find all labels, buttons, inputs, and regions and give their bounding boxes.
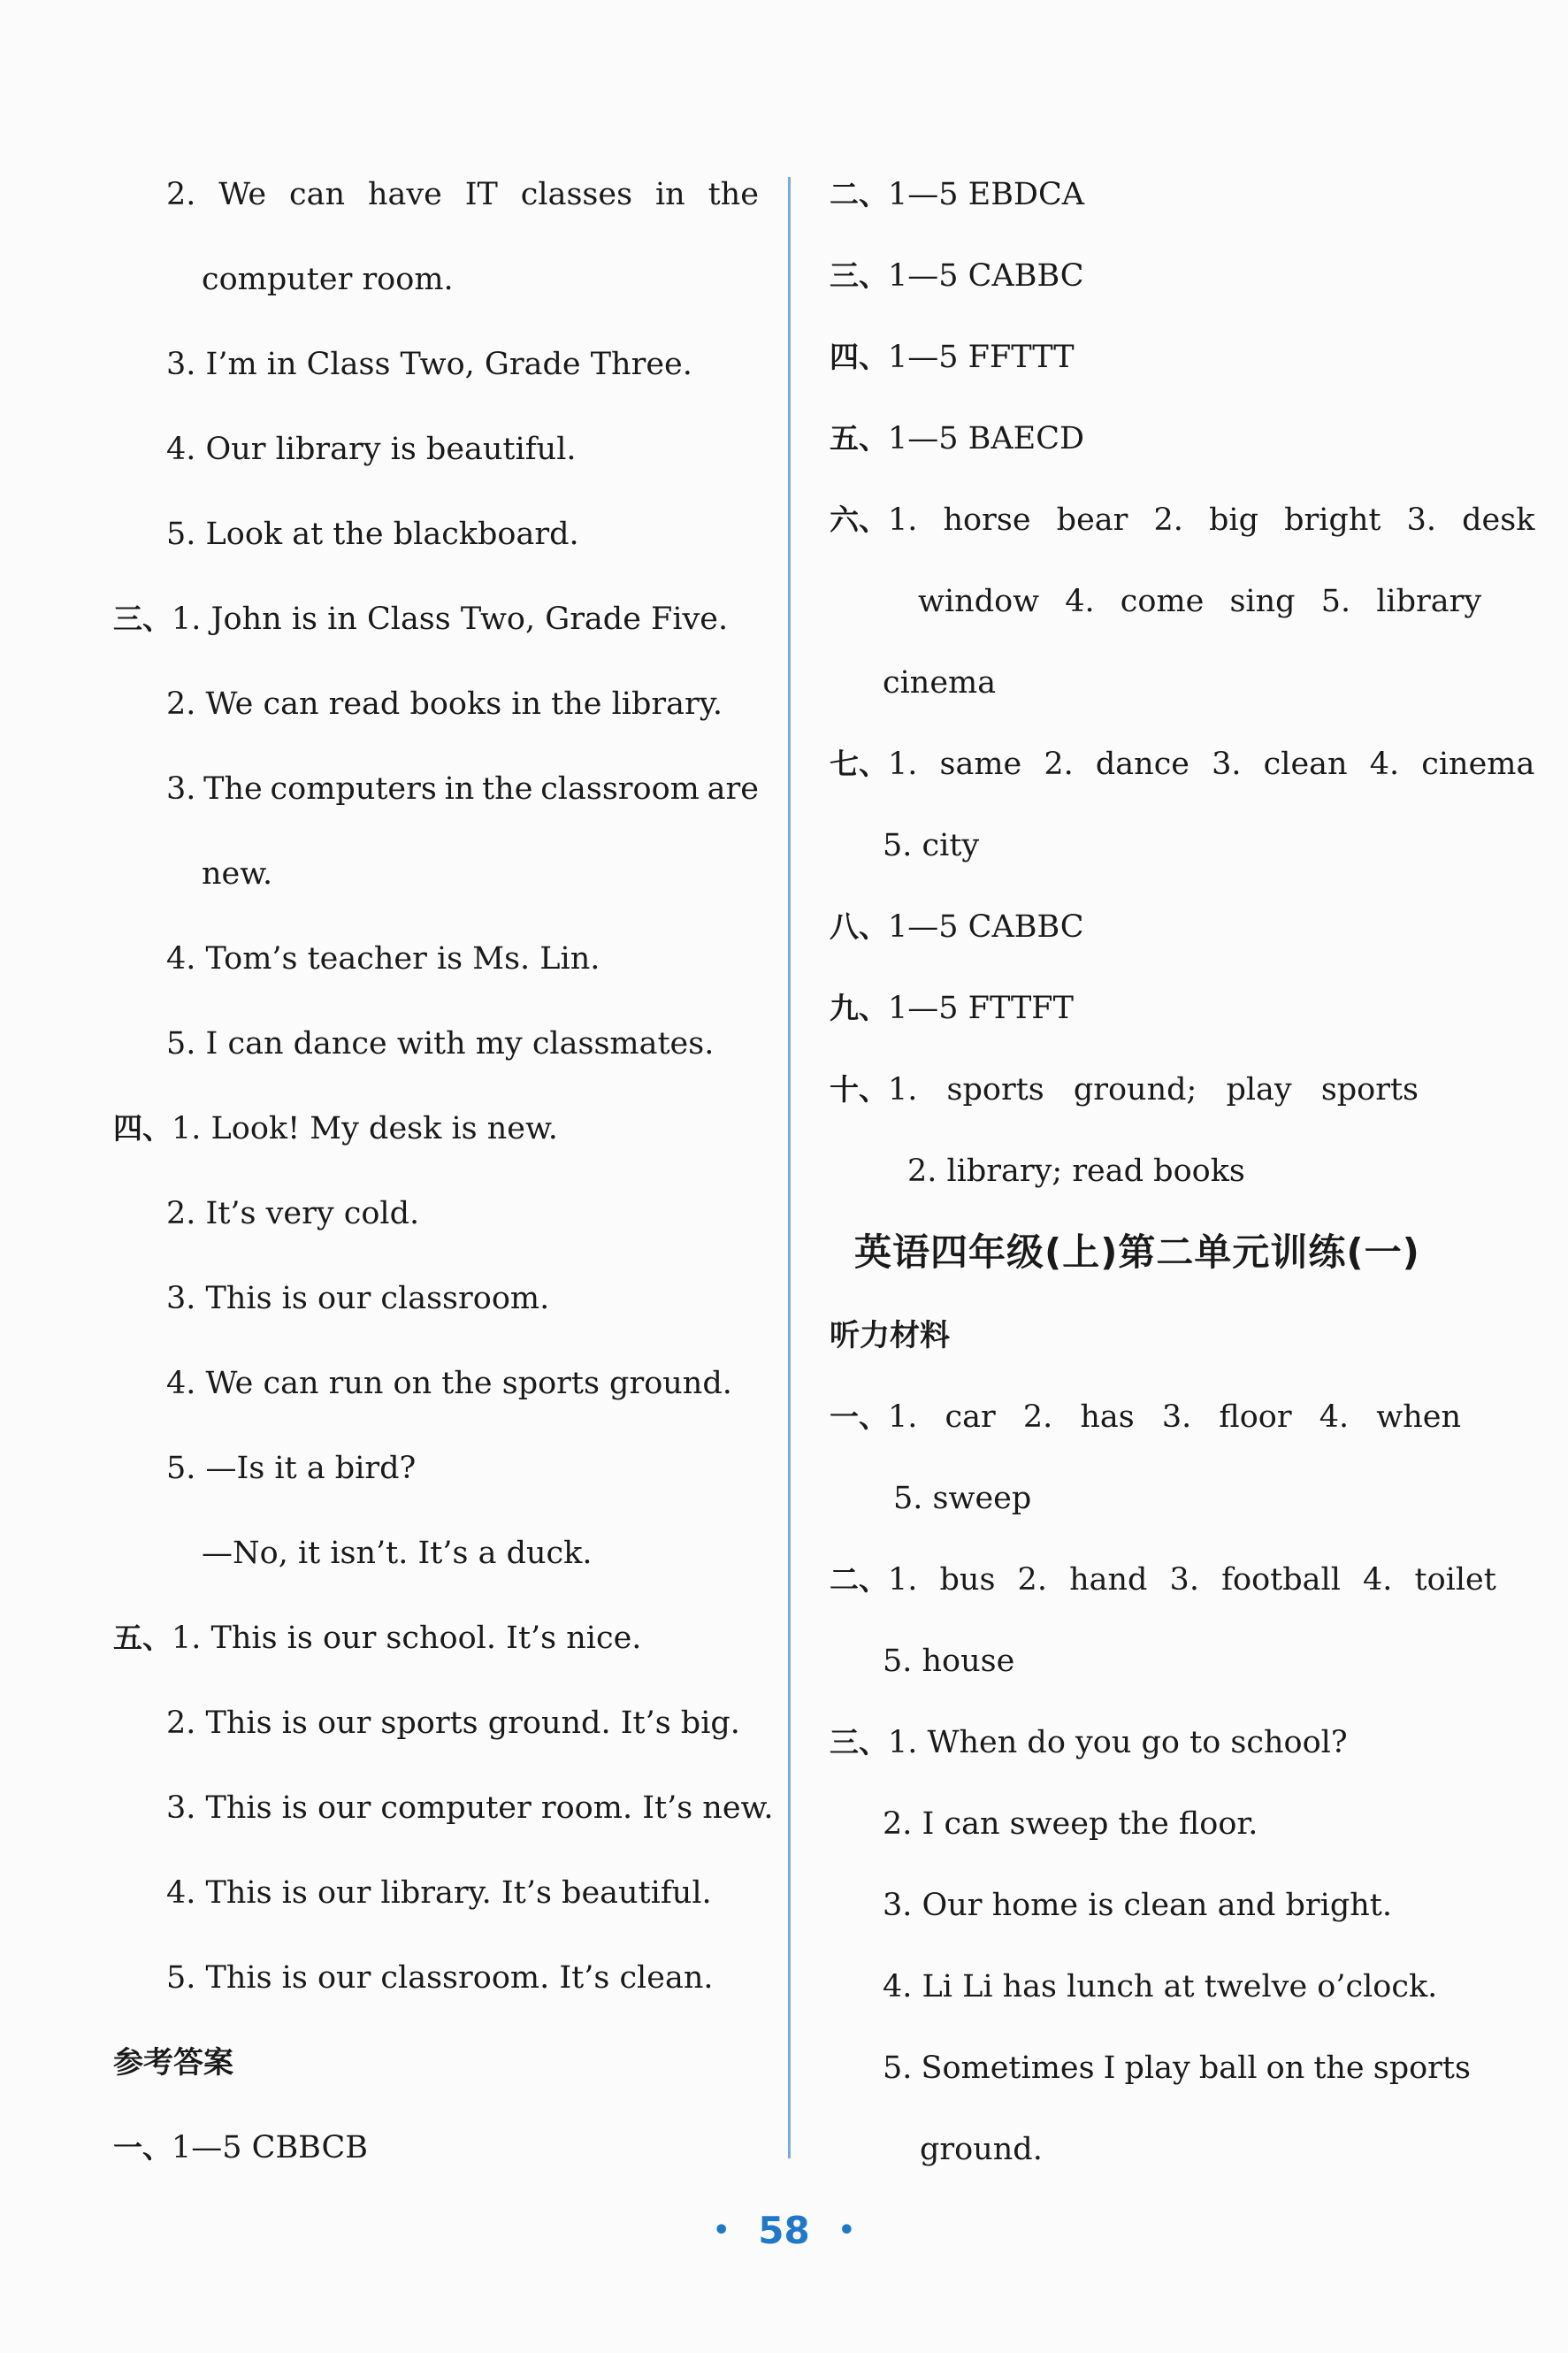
word: The [203,771,263,807]
text-line: 5. sweep [893,1481,1032,1516]
text-line: 3. Our home is clean and bright. [883,1888,1392,1923]
answer-four [830,340,1075,375]
text-line: 1—5 BAECD [888,421,1085,456]
text-line: 1—5 CABBC [888,909,1084,945]
text-line: 2. I can sweep the floor. [883,1806,1258,1842]
section-marker: 二、 [830,1562,888,1597]
text-line: 1. John is in Class Two, Grade Five. [172,602,729,637]
section-marker: 三、 [830,258,888,293]
dot-right: • [838,2215,855,2246]
section-five [113,1621,641,1656]
word: classroom [540,771,700,807]
text-line [166,177,759,212]
answers-heading: 参考答案 [113,2045,233,2081]
word: the [1313,2050,1365,2086]
text-line: computer room. [202,262,454,297]
section-marker: 二、 [830,177,888,211]
word: the [482,771,533,807]
text-line: 1—5 CABBC [888,258,1084,294]
listening-heading: 听力材料 [830,1318,950,1353]
word: play [1124,2050,1190,2086]
listening-one [830,1399,1461,1435]
text-line: 1. same 2. dance 3. clean 4. cinema [888,747,1535,782]
word: computers [270,771,437,807]
answer-eight [830,909,1084,945]
text-line: 1. Look! My desk is new. [172,1111,558,1146]
answer-three [830,258,1084,294]
word: classes [520,177,633,212]
text-line: 1. horse bear 2. big bright 3. desk [888,502,1535,538]
text-line: 1—5 CBBCB [172,2130,369,2165]
text-line: 1. sports ground; play sports [888,1072,1419,1108]
word: I [1103,2050,1116,2086]
page-number-value: 58 [758,2209,810,2252]
page-number [0,2204,1568,2252]
word: sports [1373,2050,1471,2086]
word: We [218,177,267,212]
section-marker: 一、 [830,1399,888,1434]
text-line: 4. Tom’s teacher is Ms. Lin. [166,941,600,977]
word: have [367,177,442,212]
answer-six [830,502,1535,538]
text-line: 1—5 FFTTT [888,340,1075,375]
answer-five [830,421,1084,456]
section-four [113,1111,558,1146]
section-marker: 五、 [113,1621,172,1655]
word: Sometimes [921,2050,1095,2086]
word: are [707,771,759,807]
text-line [883,2050,1471,2086]
section-marker: 十、 [830,1072,888,1107]
answer-seven [830,747,1534,782]
section-marker: 三、 [113,602,172,636]
text-line: 4. Our library is beautiful. [166,432,577,467]
section-marker: 四、 [830,340,888,374]
text-line: 5. This is our classroom. It’s clean. [166,1960,714,1996]
text-line: 5. city [883,828,980,863]
text-line: 2. We can read books in the library. [166,686,723,722]
text-line: 2. It’s very cold. [166,1196,420,1231]
text-line: cinema [883,665,997,701]
answer-ten [830,1072,1419,1108]
section-marker: 三、 [830,1725,888,1759]
section-marker: 八、 [830,909,888,944]
text-line: 4. We can run on the sports ground. [166,1366,732,1401]
unit-title: 英语四年级(上)第二单元训练(一) [854,1230,1420,1274]
listening-two [830,1562,1496,1598]
text-line: 1. When do you go to school? [888,1725,1348,1760]
text-line: 1. bus 2. hand 3. football 4. toilet [888,1562,1496,1598]
answer-one [113,2130,368,2165]
text-line [166,771,759,807]
text-line: 4. This is our library. It’s beautiful. [166,1875,712,1911]
text-line: 1—5 FTTFT [888,991,1074,1026]
column-divider [788,177,791,2158]
section-marker: 一、 [113,2130,172,2165]
text-line: 1. car 2. has 3. floor 4. when [888,1399,1461,1435]
section-three [113,602,728,637]
text-line: 3. This is our computer room. It’s new. [166,1790,774,1826]
word: 3. [166,771,196,807]
text-line: window 4. come sing 5. library [918,584,1482,619]
word: can [289,177,346,212]
answer-nine [830,991,1074,1026]
word: on [1266,2050,1305,2086]
section-marker: 四、 [113,1111,172,1146]
word: IT [464,177,498,212]
text-line: 3. This is our classroom. [166,1281,550,1316]
text-line: 4. Li Li has lunch at twelve o’clock. [883,1969,1438,2004]
text-line: 1. This is our school. It’s nice. [172,1621,642,1656]
word: the [708,177,759,212]
text-line: 2. library; read books [907,1154,1245,1189]
listening-three [830,1725,1348,1760]
text-line: 5. I can dance with my classmates. [166,1026,715,1062]
section-marker: 七、 [830,747,888,781]
section-marker: 九、 [830,991,888,1025]
text-line: 3. I’m in Class Two, Grade Three. [166,347,692,382]
text-line: 1—5 EBDCA [888,177,1085,212]
text-line: 5. Look at the blackboard. [166,517,579,552]
text-line: 2. This is our sports ground. It’s big. [166,1705,740,1741]
text-line: new. [202,856,273,892]
word: ball [1198,2050,1258,2086]
word: in [654,177,685,212]
dot-left: • [713,2215,730,2246]
word: 2. [166,177,196,212]
text-line: 5. —Is it a bird? [166,1451,417,1486]
text-line: ground. [920,2132,1043,2167]
section-marker: 六、 [830,502,888,537]
text-line: 5. house [883,1644,1015,1679]
section-marker: 五、 [830,421,888,456]
word: 5. [883,2050,913,2086]
answer-two [830,177,1084,212]
word: in [444,771,475,807]
text-line: —No, it isn’t. It’s a duck. [202,1536,593,1571]
